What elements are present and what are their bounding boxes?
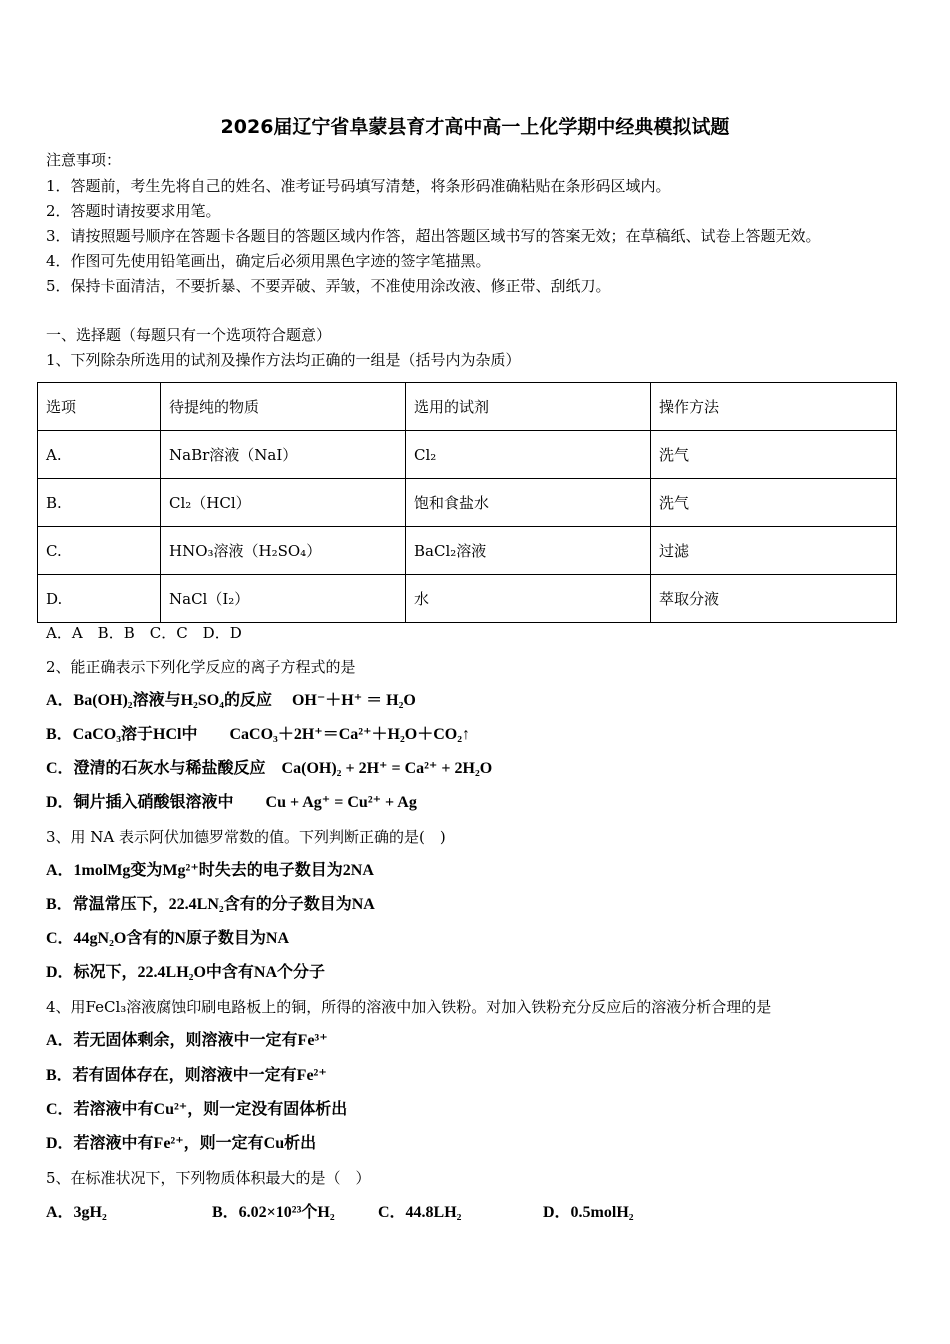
cell: BaCl₂溶液: [406, 527, 651, 575]
table-row: [38, 431, 897, 479]
option: C．若溶液中有Cu²⁺，则一定没有固体析出: [46, 1101, 348, 1118]
question-1-table: [37, 382, 897, 623]
cell: B.: [38, 479, 161, 527]
table-row: [38, 575, 897, 623]
header-cell: 操作方法: [651, 383, 897, 431]
header-cell: 待提纯的物质: [161, 383, 406, 431]
option: B．6.02×10²³个H₂: [212, 1204, 335, 1221]
option: A．若无固体剩余，则溶液中一定有Fe³⁺: [46, 1032, 328, 1049]
header-cell: 选用的试剂: [406, 383, 651, 431]
option: C．澄清的石灰水与稀盐酸反应 Ca(OH)₂ + 2H⁺ = Ca²⁺ + 2H₂O: [46, 760, 493, 777]
option: B．常温常压下，22.4LN₂含有的分子数目为NA: [46, 896, 375, 913]
table-row: [38, 527, 897, 575]
notes-heading: 注意事项：: [46, 151, 122, 169]
note: 2．答题时请按要求用笔。: [46, 202, 221, 220]
option: A．3gH₂: [46, 1204, 107, 1221]
question-1-options: A．A B．B C．C D．D: [46, 624, 242, 642]
question-3-stem: 3、用 NA 表示阿伏加德罗常数的值。下列判断正确的是( ): [46, 828, 446, 846]
option: C．44gN₂O含有的N原子数目为NA: [46, 930, 290, 947]
option: D．0.5molH₂: [543, 1204, 634, 1221]
cell: 萃取分液: [651, 575, 897, 623]
cell: HNO₃溶液（H₂SO₄）: [161, 527, 406, 575]
option: B．若有固体存在，则溶液中一定有Fe²⁺: [46, 1067, 327, 1084]
note: 5．保持卡面清洁，不要折暴、不要弄破、弄皱，不准使用涂改液、修正带、刮纸刀。: [46, 277, 611, 295]
cell: A.: [38, 431, 161, 479]
option: A．1molMg变为Mg²⁺时失去的电子数目为2NA: [46, 862, 374, 879]
table-header-row: [38, 383, 897, 431]
cell: 过滤: [651, 527, 897, 575]
option: D．铜片插入硝酸银溶液中 Cu + Ag⁺ = Cu²⁺ + Ag: [46, 794, 417, 811]
question-4-stem: 4、用FeCl₃溶液腐蚀印刷电路板上的铜，所得的溶液中加入铁粉。对加入铁粉充分反应后的溶液分析合理的是: [46, 998, 772, 1016]
option: D．标况下，22.4LH₂O中含有NA个分子: [46, 964, 326, 981]
cell: NaBr溶液（NaI）: [161, 431, 406, 479]
note: 4．作图可先使用铅笔画出，确定后必须用黑色字迹的签字笔描黑。: [46, 252, 491, 270]
cell: 饱和食盐水: [406, 479, 651, 527]
question-2-stem: 2、能正确表示下列化学反应的离子方程式的是: [46, 658, 356, 676]
option: C．44.8LH₂: [378, 1204, 462, 1221]
page-title: 2026届辽宁省阜蒙县育才高中高一上化学期中经典模拟试题: [220, 116, 730, 138]
cell: 水: [406, 575, 651, 623]
option: A．Ba(OH)₂溶液与H₂SO₄的反应 OH⁻＋H⁺ ＝ H₂O: [46, 692, 416, 709]
cell: Cl₂: [406, 431, 651, 479]
cell: C.: [38, 527, 161, 575]
option: D．若溶液中有Fe²⁺，则一定有Cu析出: [46, 1135, 317, 1152]
cell: D.: [38, 575, 161, 623]
cell: Cl₂（HCl）: [161, 479, 406, 527]
question-1-stem: 1、下列除杂所选用的试剂及操作方法均正确的一组是（括号内为杂质）: [46, 351, 521, 369]
note: 1．答题前，考生先将自己的姓名、准考证号码填写清楚，将条形码准确粘贴在条形码区域内。: [46, 177, 671, 195]
table-row: [38, 479, 897, 527]
question-5-stem: 5、在标准状况下，下列物质体积最大的是（ ）: [46, 1169, 371, 1187]
header-cell: 选项: [38, 383, 161, 431]
note: 3．请按照题号顺序在答题卡各题目的答题区域内作答，超出答题区域书写的答案无效；在草稿纸、试卷上答题无效。: [46, 227, 821, 245]
cell: 洗气: [651, 431, 897, 479]
cell: NaCl（I₂）: [161, 575, 406, 623]
cell: 洗气: [651, 479, 897, 527]
option: B．CaCO₃溶于HCl中 CaCO₃＋2H⁺＝Ca²⁺＋H₂O＋CO₂↑: [46, 726, 470, 743]
section-heading: 一、选择题（每题只有一个选项符合题意）: [46, 326, 332, 344]
